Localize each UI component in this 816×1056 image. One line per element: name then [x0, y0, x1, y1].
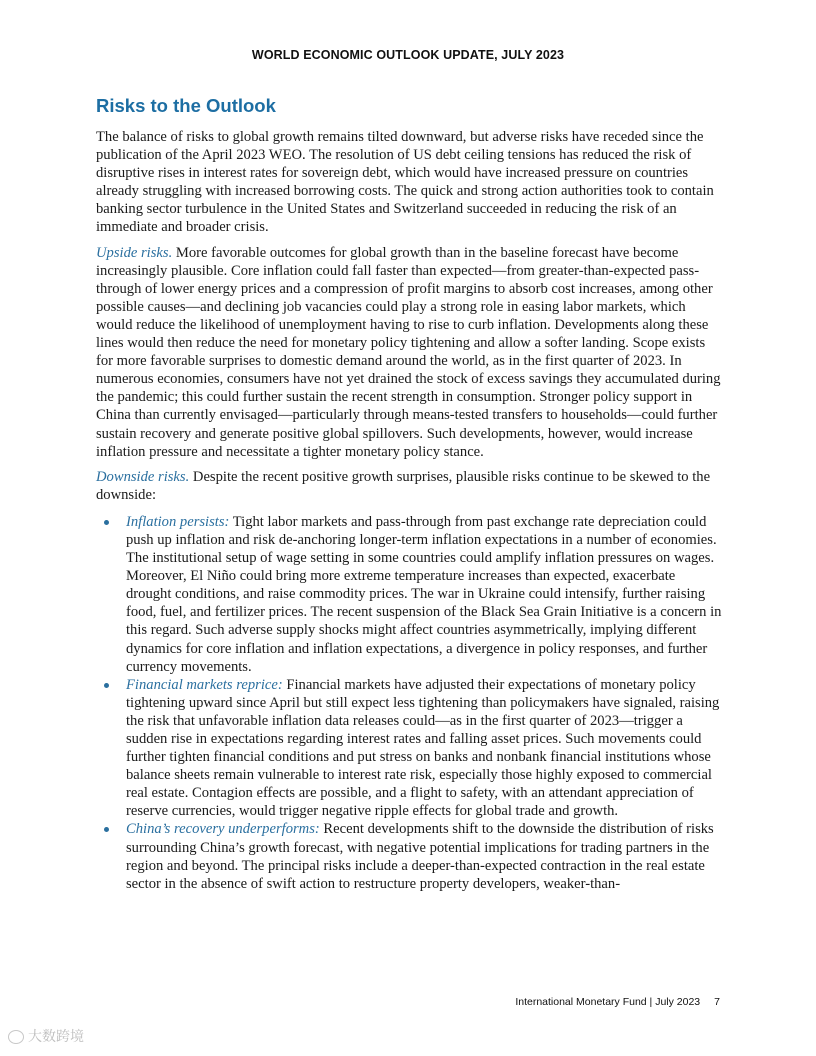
running-header: WORLD ECONOMIC OUTLOOK UPDATE, JULY 2023 — [251, 48, 565, 62]
downside-risks-paragraph — [96, 468, 724, 504]
downside-risks-list — [96, 513, 724, 893]
bullet-icon — [104, 827, 109, 832]
watermark — [8, 1026, 84, 1046]
list-item — [126, 676, 724, 821]
article-body — [96, 128, 724, 893]
upside-risks-text: More favorable outcomes for global growth than in the baseline forecast have become increasingly plausible. Core inflation could fall faster than expected—from greater-than-expected pass-through of lower energy prices and a compression of profit margins to absorb cost increases, among other possible causes—and declining job vacancies could play a strong role in easing labor markets, which would reduce the likelihood of unemployment having to rise to curb inflation. Developments along these lines would then reduce the need for monetary policy tightening and allow a softer landing. Scope exists for more favorable surprises to domestic demand around the world, as in the first quarter of 2023. In numerous economies, consumers have not yet drained the stock of excess savings they accumulated during the pandemic; this could further sustain the recent strength in consumption. Stronger policy support in China than currently envisaged—particularly through means-tested transfers to households—could further sustain recovery and generate positive global spillovers. Such developments, however, would increase inflation pressure and necessitate a tighter monetary policy stance. — [96, 244, 721, 460]
bullet-lead-inflation: Inflation persists: — [126, 513, 230, 530]
bullet-icon — [104, 683, 109, 688]
list-item — [126, 820, 724, 892]
list-item — [126, 513, 724, 676]
watermark-logo-icon — [8, 1030, 24, 1044]
downside-risks-text: Despite the recent positive growth surprises, plausible risks continue to be skewed to the downside: — [96, 468, 711, 503]
section-title: Risks to the Outlook — [96, 95, 276, 116]
upside-risks-lead: Upside risks. — [96, 244, 173, 261]
upside-risks-paragraph — [96, 244, 724, 461]
downside-risks-lead: Downside risks. — [96, 468, 190, 485]
page-footer — [515, 996, 720, 1008]
bullet-icon — [104, 520, 109, 525]
bullet-lead-financial-markets: Financial markets reprice: — [126, 676, 283, 693]
bullet-text-china: Recent developments shift to the downside the distribution of risks surrounding China’s growth forecast, with negative potential implications for trading partners in the region and beyond. The principal risks include a deeper-than-expected contraction in the real estate sector in the absence of swift action to restructure property developers, weaker-than- — [126, 821, 714, 892]
bullet-text-financial-markets: Financial markets have adjusted their expectations of monetary policy tightening upward since April but still expect less tightening than policymakers have signaled, raising the risk that unfavorable inflation data releases could—as in the first quarter of 2023—trigger a sudden rise in expectations regarding interest rates and falling asset prices. Such movements could further tighten financial conditions and put stress on banks and nonbank financial institutions whose balance sheets remain vulnerable to interest rate risk, especially those highly exposed to commercial real estate. Contagion effects are possible, and a flight to safety, with an attendant appreciation of reserve currencies, would trigger negative ripple effects for global trade and growth. — [126, 676, 720, 820]
bullet-lead-china: China’s recovery underperforms: — [126, 821, 320, 838]
footer-publisher: International Monetary Fund | July 2023 — [515, 996, 701, 1008]
page-number: 7 — [714, 996, 720, 1008]
bullet-text-inflation: Tight labor markets and pass-through from past exchange rate depreciation could push up inflation and risk de-anchoring longer-term inflation expectations in a number of economies. The institutional setup of wage setting in some countries could amplify inflation pressures on wages. Moreover, El Niño could bring more extreme temperature increases than expected, exacerbate drought conditions, and raise commodity prices. The war in Ukraine could intensify, further raising food, fuel, and fertilizer prices. The recent suspension of the Black Sea Grain Initiative is a concern in this regard. Such adverse supply shocks might affect countries asymmetrically, implying different dynamics for core inflation and inflation expectations, a divergence in policy responses, and further currency movements. — [126, 513, 722, 675]
watermark-text: 大数跨境 — [28, 1029, 84, 1045]
intro-paragraph: The balance of risks to global growth remains tilted downward, but adverse risks have receded since the publication of the April 2023 WEO. The resolution of US debt ceiling tensions has reduced the risk of disruptive rises in interest rates for sovereign debt, which would have increased pressure on countries already struggling with increased borrowing costs. The quick and strong action authorities took to contain banking sector turbulence in the United States and Switzerland succeeded in reducing the risk of an immediate and broader crisis. — [96, 129, 714, 236]
